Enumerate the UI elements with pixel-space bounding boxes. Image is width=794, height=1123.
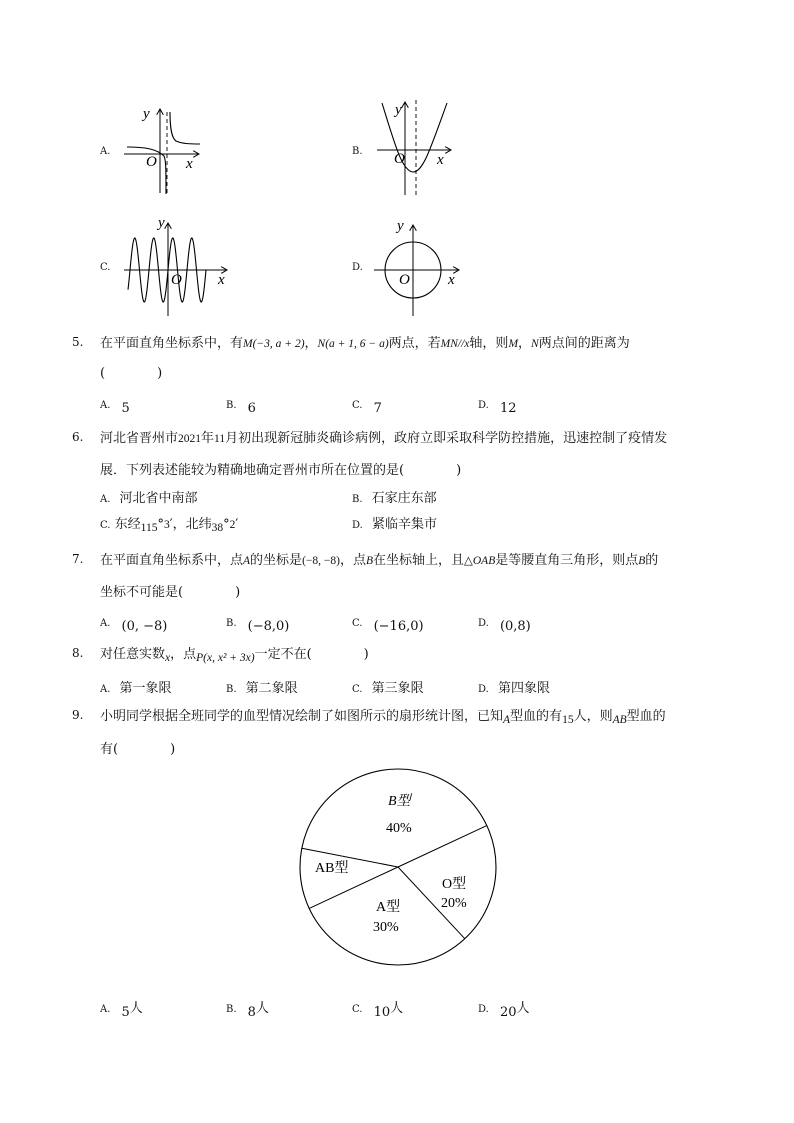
q7-option-d[interactable]: D. $_{(0,8)}$ — [478, 618, 531, 634]
graph-a-right-branch — [170, 112, 200, 144]
question-9-number: 9. — [72, 708, 84, 722]
q5-option-a[interactable]: A. $_5$ — [100, 400, 130, 416]
q6-option-d[interactable]: D. 紧临辛集市 — [352, 517, 437, 532]
pie-percent-o: 20% — [441, 896, 467, 911]
q6-option-b[interactable]: B. 石家庄东部 — [352, 491, 437, 506]
question-8-number: 8. — [72, 646, 84, 660]
question-7-stem-line-1: 在平面直角坐标系中，点A的坐标是(−8, −8)，点B在坐标轴上，且△OAB是等腰直角三角形，则点B的 — [100, 553, 659, 568]
q8-option-c[interactable]: C. 第三象限 — [352, 681, 424, 696]
q5-option-b[interactable]: B. $_6$ — [226, 400, 256, 416]
question-5-number: 5. — [72, 335, 84, 349]
q7-option-c[interactable]: C. $_{(-16,0)}$ — [352, 618, 424, 634]
graph-a-x-label: x — [186, 156, 193, 172]
pie-label-o: O型 — [442, 877, 467, 892]
question-9-stem-line-1: 小明同学根据全班同学的血型情况绘制了如图所示的扇形统计图，已知A型血的有15人，则AB型血的 — [100, 709, 666, 726]
graph-b[interactable] — [377, 100, 450, 196]
graph-a-y-label: y — [143, 106, 150, 122]
graph-d[interactable] — [374, 218, 458, 316]
question-5-stem: 在平面直角坐标系中，有M(−3, a + 2)，N(a + 1, 6 − a)两点，若MN//x轴，则M，N两点间的距离为 — [100, 336, 630, 351]
graph-option-b-label[interactable]: B. — [352, 146, 363, 157]
pie-percent-b: 40% — [386, 821, 412, 836]
q9-option-c[interactable]: C. $_{10}$人 — [352, 1001, 404, 1020]
q8-option-a[interactable]: A. 第一象限 — [100, 681, 172, 696]
graph-option-c-label[interactable]: C. — [100, 262, 111, 273]
graph-a[interactable] — [124, 106, 200, 196]
question-5-answer-blank: ( ) — [100, 366, 163, 381]
pie-label-a: A型 — [376, 900, 401, 915]
graph-c[interactable] — [124, 215, 226, 316]
graph-b-origin: O — [394, 151, 405, 167]
question-6-stem-line-2: 展．下列表述能较为精确地确定晋州市所在位置的是( ) — [100, 463, 462, 478]
question-7-number: 7. — [72, 552, 84, 566]
question-9-stem-line-2: 有( ) — [100, 742, 176, 757]
graph-d-y-label: y — [397, 218, 404, 234]
question-6-stem-line-1: 河北省晋州市2021年11月初出现新冠肺炎确诊病例，政府立即采取科学防控措施，迅速控制了疫情发 — [100, 431, 668, 446]
question-6-number: 6. — [72, 430, 84, 444]
pie-label-b: B型 — [388, 794, 411, 809]
q9-option-d[interactable]: D. $_{20}$人 — [478, 1001, 530, 1020]
pie-label-ab: AB型 — [315, 861, 349, 876]
graph-option-a-label[interactable]: A. — [100, 146, 111, 157]
graph-c-origin: O — [171, 272, 182, 288]
graph-c-x-label: x — [218, 272, 225, 288]
q8-option-b[interactable]: B. 第二象限 — [226, 681, 298, 696]
q5-option-c[interactable]: C. $_7$ — [352, 400, 382, 416]
graph-option-d-label[interactable]: D. — [352, 262, 363, 273]
q6-option-c[interactable]: C. 东经115°3′，北纬38°2′ — [100, 517, 239, 534]
blood-type-pie-chart — [290, 765, 505, 985]
q5-option-d[interactable]: D. $_{12}$ — [478, 400, 517, 416]
q8-option-d[interactable]: D. 第四象限 — [478, 681, 550, 696]
q6-option-a[interactable]: A. 河北省中南部 — [100, 491, 198, 506]
graph-b-x-label: x — [437, 152, 444, 168]
function-graphs — [0, 0, 794, 330]
graph-c-y-label: y — [158, 215, 165, 231]
question-7-stem-line-2: 坐标不可能是( ) — [100, 585, 241, 600]
pie-percent-a: 30% — [373, 920, 399, 935]
graph-b-y-label: y — [395, 102, 402, 118]
graph-d-origin: O — [399, 272, 410, 288]
graph-d-x-label: x — [448, 272, 455, 288]
q9-option-b[interactable]: B. $_8$人 — [226, 1001, 269, 1020]
graph-a-origin: O — [146, 154, 157, 170]
q7-option-a[interactable]: A. $_{(0, -8)}$ — [100, 618, 168, 634]
question-8-stem: 对任意实数x，点P(x, x² + 3x)一定不在( ) — [100, 647, 369, 664]
q9-option-a[interactable]: A. $_5$人 — [100, 1001, 143, 1020]
q7-option-b[interactable]: B. $_{(-8,0)}$ — [226, 618, 290, 634]
